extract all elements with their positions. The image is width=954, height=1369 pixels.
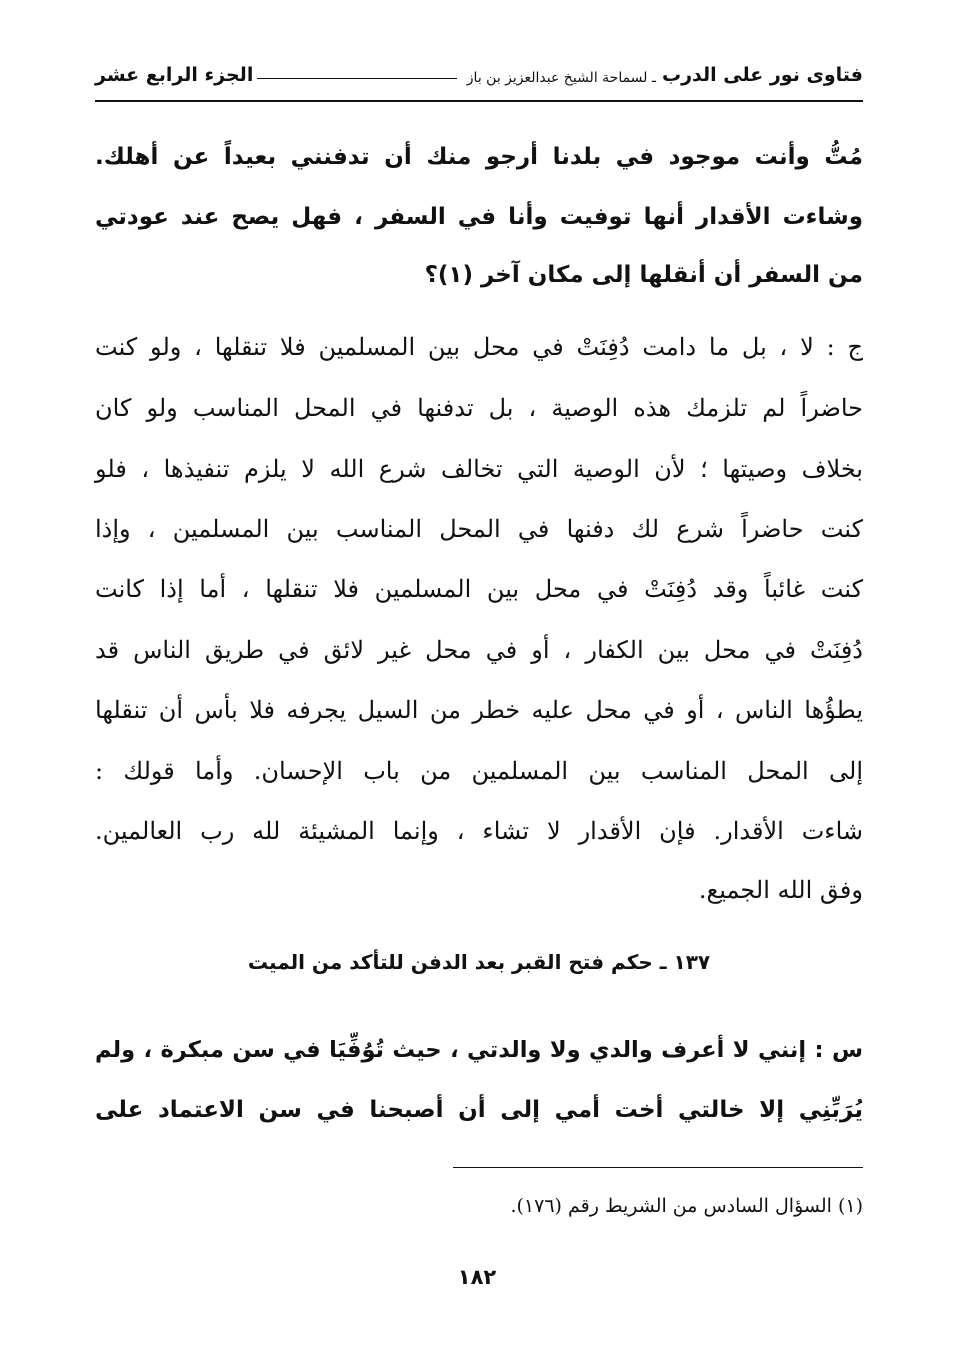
answer-line: بخلاف وصيتها ؛ لأن الوصية التي تخالف شرع الله لا يلزم تنفيذها ، فلو (95, 455, 863, 483)
header-rule (95, 100, 863, 102)
footnote-rule (453, 1167, 863, 1168)
answer-line: ج : لا ، بل ما دامت دُفِنَتْ في محل بين المسلمين فلا تنقلها ، ولو كنت (95, 333, 863, 361)
question-line: يُرَبِّنِي إلا خالتي أخت أمي إلى أن أصبحنا في سن الاعتماد على (95, 1097, 863, 1123)
running-header (95, 64, 863, 86)
question-line: وشاءت الأقدار أنها توفيت وأنا في السفر ، فهل يصح عند عودتي (95, 204, 863, 230)
answer-line: شاءت الأقدار. فإن الأقدار لا تشاء ، وإنما المشيئة لله رب العالمين. (95, 817, 863, 845)
answer-line: حاضراً لم تلزمك هذه الوصية ، بل تدفنها في المحل المناسب ولو كان (95, 394, 863, 422)
answer-line: وفق الله الجميع. (698, 876, 863, 904)
answer-line: كنت غائباً وقد دُفِنَتْ في محل بين المسلمين فلا تنقلها ، أما إذا كانت (95, 575, 863, 603)
page-number: ١٨٢ (457, 1265, 497, 1289)
header-dash-line (257, 78, 456, 79)
answer-line: كنت حاضراً شرع لك دفنها في المحل المناسب بين المسلمين ، وإذا (95, 515, 863, 543)
volume-label: الجزء الرابع عشر (95, 64, 254, 86)
question-line: مُتُّ وأنت موجود في بلدنا أرجو منك أن تدفنني بعيداً عن أهلك. (95, 144, 863, 170)
answer-line: يطؤُها الناس ، أو في محل عليه خطر من السيل يجرفه فلا بأس أن تنقلها (95, 696, 863, 724)
book-title: فتاوى نور على الدرب (662, 64, 863, 86)
answer-line: إلى المحل المناسب بين المسلمين من باب الإحسان. وأما قولك : (95, 757, 863, 785)
answer-line: دُفِنَتْ في محل بين الكفار ، أو في محل غير لائق في طريق الناس قد (95, 636, 863, 664)
author-name: ـ لسماحة الشيخ عبدالعزيز بن باز (466, 70, 656, 86)
question-line: س : إنني لا أعرف والدي ولا والدتي ، حيث تُوُفِّيَا في سن مبكرة ، ولم (95, 1037, 863, 1063)
section-title: ١٣٧ ـ حكم فتح القبر بعد الدفن للتأكد من الميت (247, 950, 711, 974)
question-line: من السفر أن أنقلها إلى مكان آخر (١)؟ (424, 262, 863, 288)
footnote: (١) السؤال السادس من الشريط رقم (١٧٦). (510, 1195, 863, 1217)
